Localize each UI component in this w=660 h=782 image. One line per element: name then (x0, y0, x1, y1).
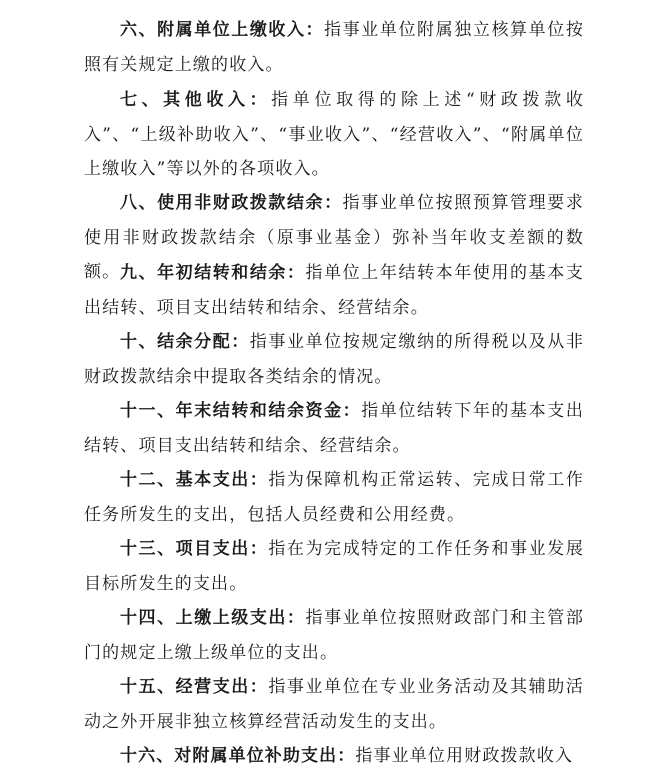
paragraph-16 (84, 739, 584, 774)
term-definition: 指单位上年结转本年使用的基本支出结转、项目支出结转和结余、经营结余。 (84, 263, 585, 318)
paragraph-15 (84, 670, 584, 739)
paragraph-14 (84, 601, 584, 670)
term-definition: 指事业单位按照财政部门和主管部门的规定上缴上级单位的支出。 (84, 608, 585, 663)
paragraph-12 (84, 463, 584, 532)
paragraph-7 (84, 83, 584, 187)
term-heading: 六、附属单位上缴收入： (120, 20, 325, 40)
term-definition: 指事业单位用财政拨款收入 (355, 746, 574, 766)
term-definition: 指事业单位按规定缴纳的所得税以及从非财政拨款结余中提取各类结余的情况。 (84, 332, 584, 387)
term-heading: 十、结余分配： (120, 332, 250, 352)
term-heading: 十六、对附属单位补助支出： (120, 746, 356, 766)
term-definition: 指事业单位在专业业务活动及其辅助活动之外开展非独立核算经营活动发生的支出。 (84, 677, 584, 732)
term-heading: 十五、经营支出： (120, 677, 269, 697)
paragraph-10 (84, 325, 584, 394)
term-definition: 指事业单位附属独立核算单位按照有关规定上缴的收入。 (84, 20, 584, 75)
term-heading: 七、其他收入： (120, 90, 272, 110)
term-heading: 十四、上缴上级支出： (120, 608, 306, 628)
term-definition: 指单位结转下年的基本支出结转、项目支出结转和结余、经营结余。 (84, 401, 584, 456)
term-definition: 指单位取得的除上述“财政拨款收入”、“上级补助收入”、“事业收入”、“经营收入”、“附属单位上缴收入”等以外的各项收入。 (84, 90, 584, 179)
paragraph-11 (84, 394, 584, 463)
term-heading: 九、年初结转和结余： (120, 263, 306, 283)
term-heading: 十一、年末结转和结余资金： (120, 401, 362, 421)
term-definition: 指在为完成特定的工作任务和事业发展目标所发生的支出。 (84, 539, 584, 594)
term-definition: 指为保障机构正常运转、完成日常工作任务所发生的支出，包括人员经费和公用经费。 (84, 470, 584, 525)
term-definition: 指事业单位按照预算管理要求使用非财政拨款结余（原事业基金）弥补当年收支差额的数额。 (84, 193, 584, 282)
term-heading: 八、使用非财政拨款结余： (120, 193, 343, 213)
paragraph-6 (84, 13, 584, 82)
paragraph-13 (84, 532, 584, 601)
term-heading: 十三、项目支出： (120, 539, 269, 559)
paragraph-9 (84, 256, 584, 325)
term-heading: 十二、基本支出： (120, 470, 269, 490)
